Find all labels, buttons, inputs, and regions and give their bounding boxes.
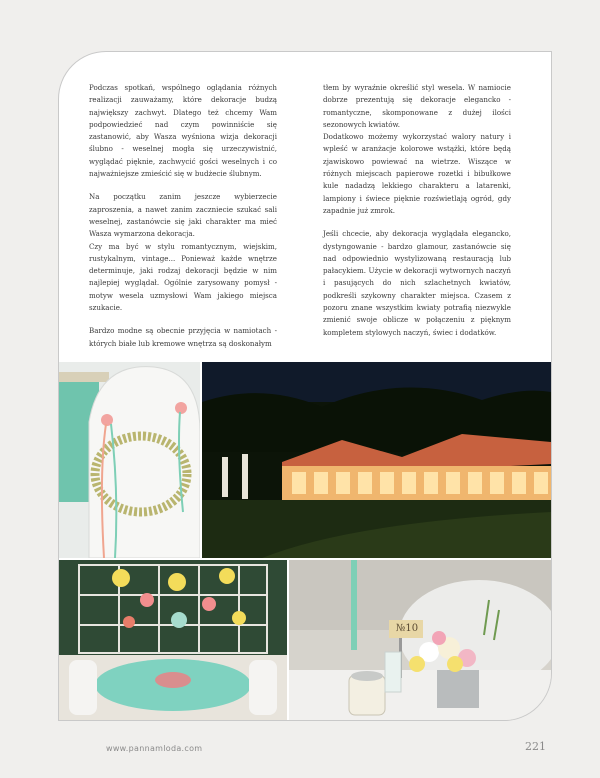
article-right-column — [323, 82, 511, 350]
article-card — [58, 51, 552, 721]
photo-flower-centerpiece — [289, 560, 551, 720]
paragraph: Na początku zanim jeszcze wybierzecie zaproszenia, a nawet zanim zaczniecie szukać sali weselnej, zastanówcie się jaki charakter ma mieć Wasza wymarzona dekoracja. — [89, 192, 277, 239]
paragraph: Bardzo modne są obecnie przyjęcia w namiotach - których białe lub kremowe wnętrza są doskonałym — [89, 326, 277, 348]
table-number-card: №10 — [395, 623, 419, 634]
article-left-column — [89, 82, 277, 361]
paragraph: Jeśli chcecie, aby dekoracja wyglądała elegancko, dystyngowanie - bardzo glamour, zastanówcie się nad odpowiednio wystylizowaną restauracją lub pałacykiem. Użycie w dekoracji wytwornych naczyń i pasujących do nich szlachetnych kwiatów, podkreśli szykowny charakter miejsca. Czasem z pozoru znane wszystkim kwiaty potrafią niezwykle zmienić swoje oblicze w połączeniu z pięknym kompletem stylowych naczyń, świec i dodatków. — [323, 229, 511, 337]
photo-chair-wreath — [59, 362, 200, 558]
paragraph: tłem by wyraźnie określić styl wesela. W namiocie dobrze prezentują się dekoracje elegancko - romantyczne, skomponowane z dużej ilości sezonowych kwiatów. — [323, 83, 511, 129]
photo-tent-night — [202, 362, 551, 558]
paragraph: Czy ma być w stylu romantycznym, wiejskim, rustykalnym, vintage... Ponieważ każde wnętrze determinuje, jaki rodzaj dekoracji będzie w nim najlepiej wyglądał. Ogólnie zarysowany pomysł - motyw wesela uzmysłowi Wam jakiego miejsca szukacie. — [89, 241, 277, 313]
paragraph: Dodatkowo możemy wykorzystać walory natury i wpleść w aranżacje kolorowe wstążki, które będą zjawiskowo powiewać na wietrze. Wiszące w różnych miejscach papierowe rozetki i bibułkowe kule nadadzą lekkiego charakteru a latarenki, lampiony i świece pięknie rozświetlają ogród, gdy zapadnie już zmrok. — [323, 132, 511, 215]
page-number: 221 — [525, 740, 546, 753]
photo-mint-table-rosettes — [59, 560, 287, 720]
footer-url: www.pannamloda.com — [106, 744, 203, 753]
paragraph: Podczas spotkań, wspólnego oglądania różnych realizacji zauważamy, które dekoracje budzą największy zachwyt. Dlatego też chcemy Wam podpowiedzieć nad czym powinniście się zastanowić, aby Wasza wyśniona wizja dekoracji ślubno - weselnej mogła się urzeczywistnić, wyglądać pięknie, zachwycić gości weselnych i co najważniejsze zmieścić się w budżecie ślubnym. — [89, 83, 277, 179]
